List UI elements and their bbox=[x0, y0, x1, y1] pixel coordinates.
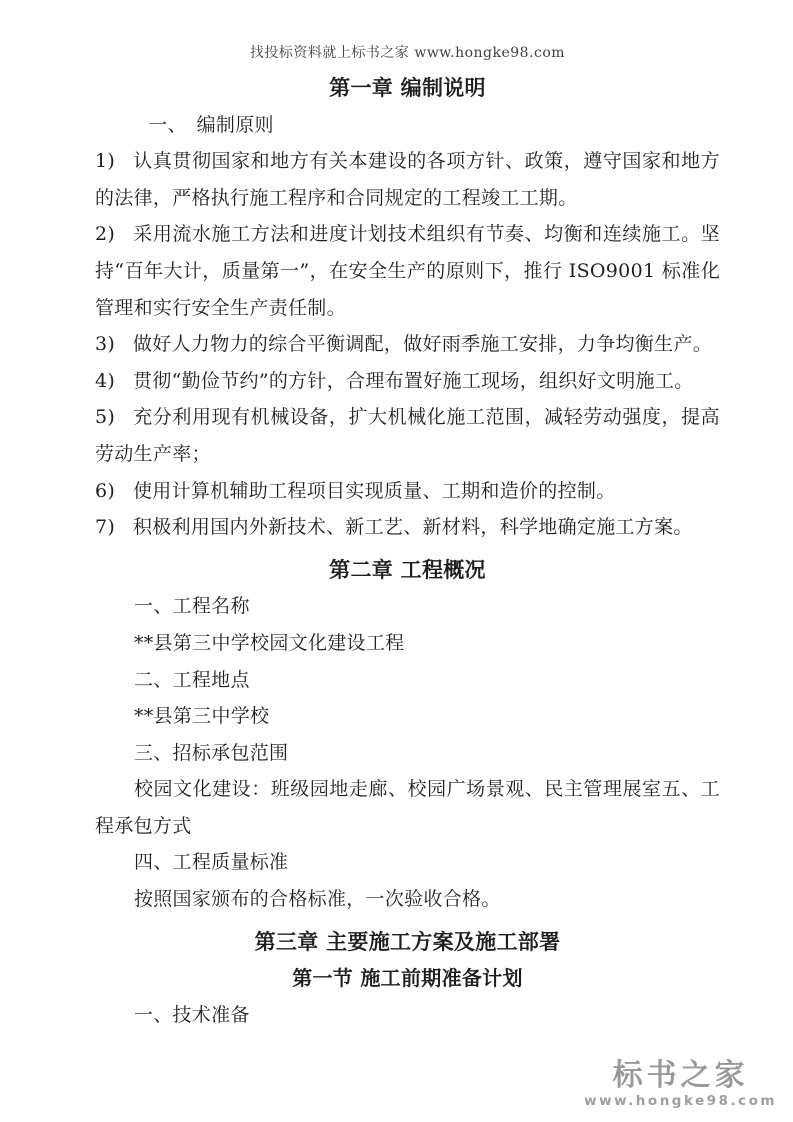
chapter2-paragraph: **县第三中学校园文化建设工程 bbox=[133, 631, 405, 654]
chapter2-subheading: 三、招标承包范围 bbox=[133, 741, 289, 764]
chapter2-paragraph: **县第三中学校 bbox=[133, 705, 270, 728]
site-logo bbox=[584, 1058, 777, 1110]
list-item-text: 认真贯彻国家和地方有关本建设的各项方针、政策，遵守国家和地方的法律，严格执行施工程序和合同规定的工程竣工工期。 bbox=[95, 150, 720, 209]
chapter2-subheading: 一、工程名称 bbox=[133, 595, 250, 618]
list-item-text: 充分利用现有机械设备，扩大机械化施工范围，减轻劳动强度，提高劳动生产率； bbox=[95, 406, 720, 465]
list-item-text: 积极利用国内外新技术、新工艺、新材料，科学地确定施工方案。 bbox=[133, 516, 693, 539]
list-item-text: 贯彻“勤俭节约”的方针，合理布置好施工现场，组织好文明施工。 bbox=[133, 369, 694, 392]
chapter1-section-heading: 一、 编制原则 bbox=[148, 113, 274, 136]
list-item-number: 7) bbox=[95, 516, 116, 539]
chapter3-section-title: 第一节 施工前期准备计划 bbox=[292, 966, 523, 991]
chapter2-paragraph: 按照国家颁布的合格标准，一次验收合格。 bbox=[133, 888, 501, 911]
list-item bbox=[95, 399, 720, 472]
chapter2-subheading: 二、工程地点 bbox=[133, 668, 250, 691]
list-item-number: 1) bbox=[95, 150, 116, 173]
chapter3-title: 第三章 主要施工方案及施工部署 bbox=[254, 928, 561, 954]
list-item-text: 采用流水施工方法和进度计划技术组织有节奏、均衡和连续施工。坚持“百年大计，质量第一”，在安全生产的原则下，推行 ISO9001 标准化管理和实行安全生产责任制。 bbox=[95, 223, 720, 319]
list-item bbox=[95, 326, 720, 363]
site-logo-name: 标书之家 bbox=[612, 1058, 749, 1093]
list-item bbox=[95, 216, 720, 326]
list-item bbox=[95, 473, 720, 510]
list-item bbox=[95, 143, 720, 216]
list-item-number: 6) bbox=[95, 479, 116, 502]
list-item-number: 3) bbox=[95, 333, 116, 356]
site-logo-url: www.hongke98.com bbox=[584, 1093, 777, 1109]
chapter3-subheading: 一、技术准备 bbox=[133, 1003, 250, 1026]
list-item-number: 5) bbox=[95, 406, 116, 429]
chapter2-paragraph: 校园文化建设：班级园地走廊、校园广场景观、民主管理展室五、工程承包方式 bbox=[95, 778, 720, 837]
top-watermark: 找投标资料就上标书之家 www.hongke98.com bbox=[249, 45, 566, 61]
chapter2-subheading: 四、工程质量标准 bbox=[133, 851, 289, 874]
document-body bbox=[95, 70, 720, 1033]
list-item-number: 2) bbox=[95, 223, 116, 246]
list-item-text: 使用计算机辅助工程项目实现质量、工期和造价的控制。 bbox=[133, 479, 616, 502]
list-item bbox=[95, 509, 720, 546]
list-item-number: 4) bbox=[95, 369, 116, 392]
list-item-text: 做好人力物力的综合平衡调配，做好雨季施工安排，力争均衡生产。 bbox=[133, 333, 713, 356]
list-item bbox=[95, 363, 720, 400]
chapter1-title: 第一章 编制说明 bbox=[329, 75, 486, 100]
chapter2-title: 第二章 工程概况 bbox=[329, 556, 486, 582]
